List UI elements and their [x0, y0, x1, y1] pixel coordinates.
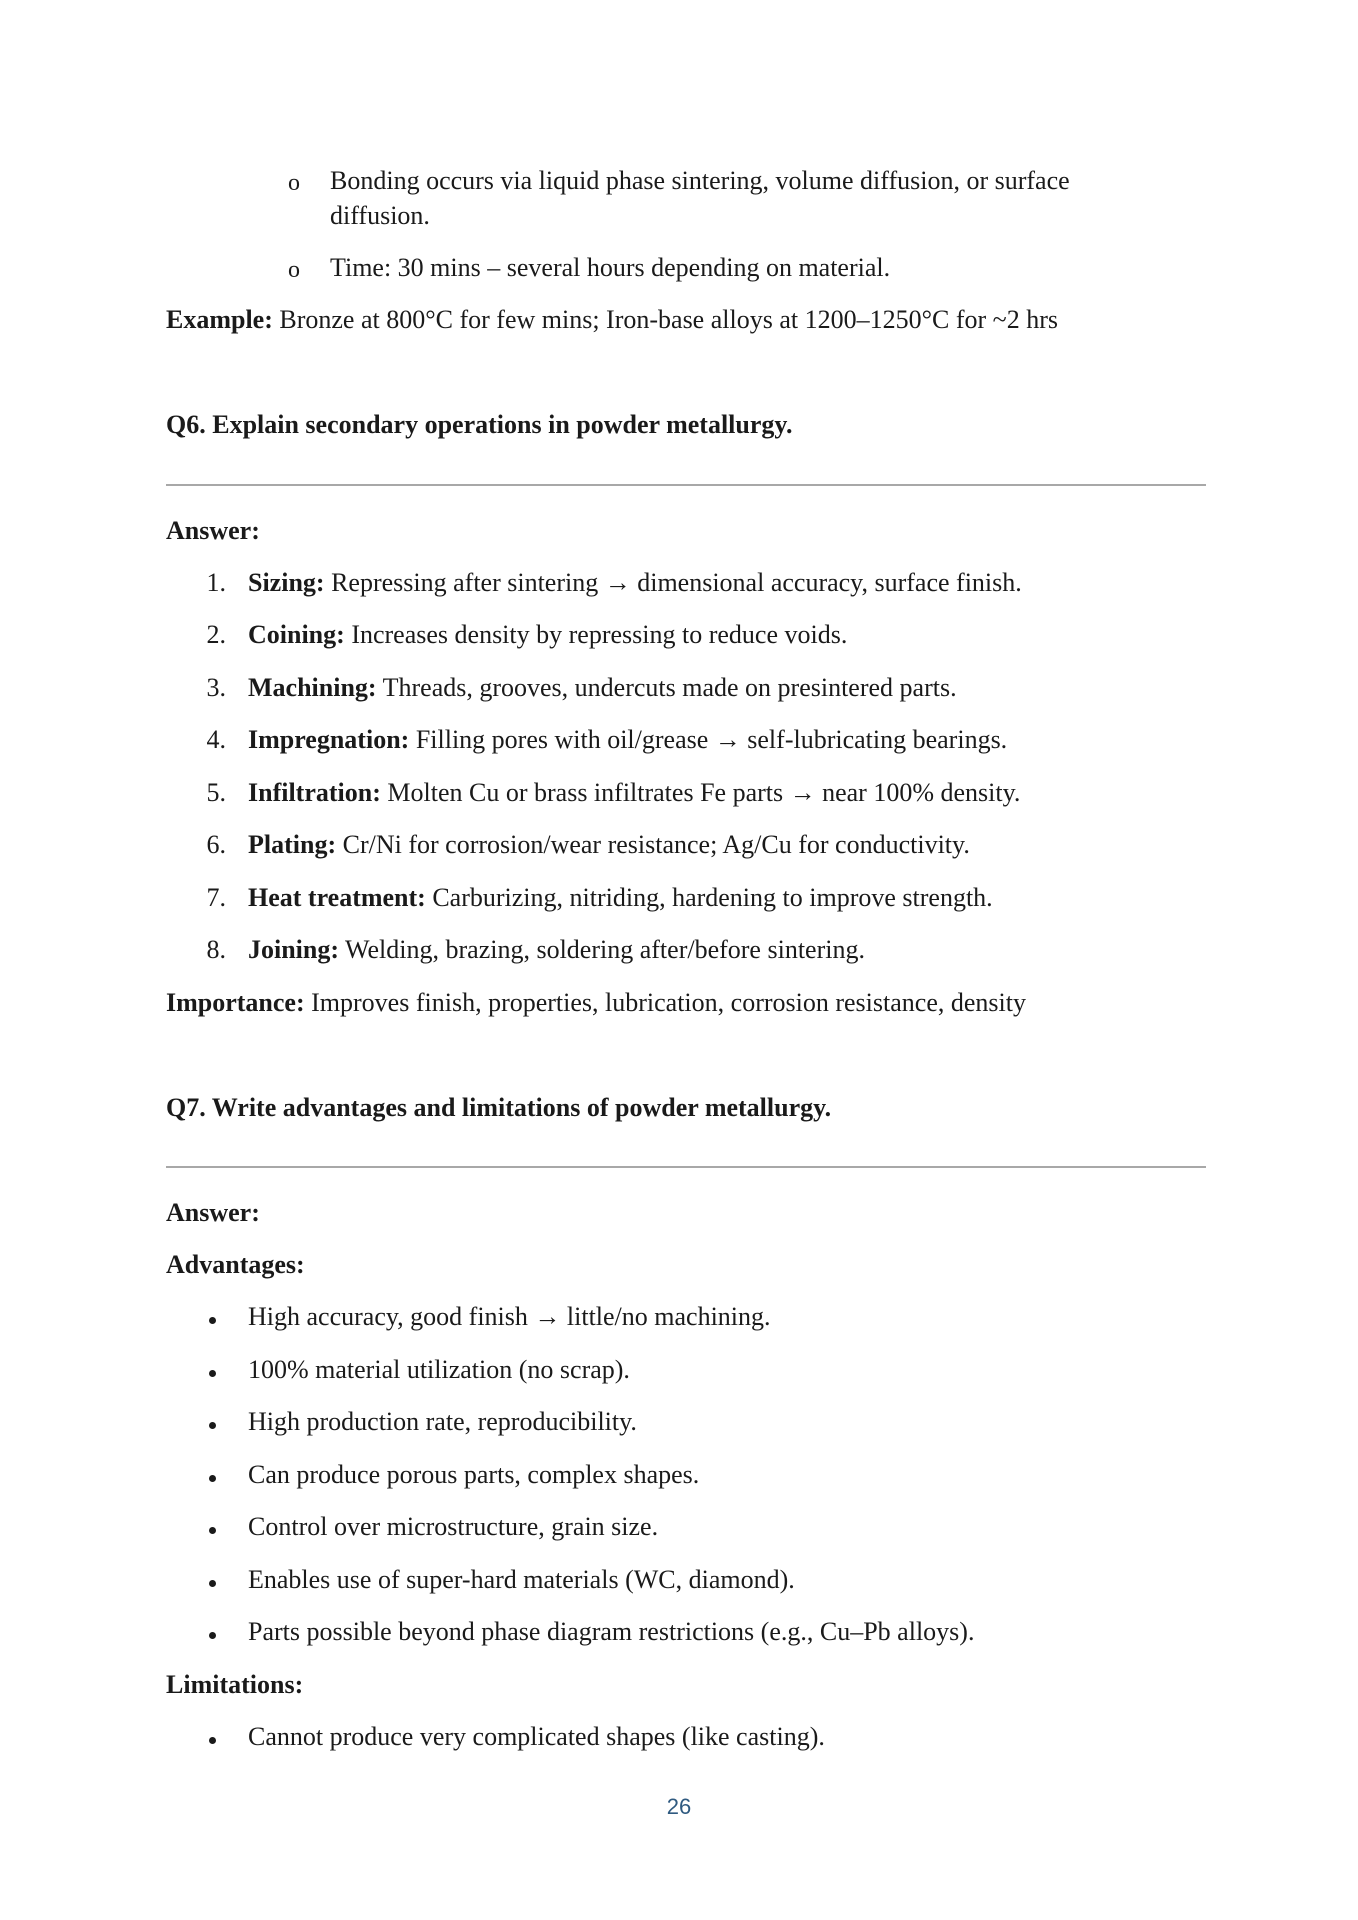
advantage-text: 100% material utilization (no scrap). [248, 1355, 630, 1384]
sublist-item-continuation: diffusion. [330, 201, 430, 230]
advantage-text: High accuracy, good finish → little/no machining. [248, 1302, 771, 1331]
importance-line [166, 986, 1026, 1020]
item-label: Impregnation: [248, 725, 410, 754]
list-number: 4. [206, 725, 226, 754]
item-text: Filling pores with oil/grease → self-lubricating bearings. [409, 725, 1008, 754]
item-text: Repressing after sintering → dimensional accuracy, surface finish. [324, 568, 1022, 597]
item-label: Plating: [248, 830, 337, 859]
advantage-text: Enables use of super-hard materials (WC, diamond). [248, 1565, 795, 1594]
list-number: 1. [206, 568, 226, 597]
list-number: 6. [206, 830, 226, 859]
bullet-icon [209, 1580, 216, 1587]
advantage-text: Control over microstructure, grain size. [248, 1512, 659, 1541]
q7-answer-label: Answer: [166, 1198, 260, 1227]
page-number: 26 [666, 1794, 692, 1819]
example-line [166, 303, 1058, 337]
item-text: Threads, grooves, undercuts made on presintered parts. [376, 673, 957, 702]
bullet-icon [209, 1370, 216, 1377]
item-label: Heat treatment: [248, 883, 426, 912]
q7-title: Q7. Write advantages and limitations of powder metallurgy. [166, 1093, 832, 1122]
advantages-label: Advantages: [166, 1250, 305, 1279]
importance-text: Improves finish, properties, lubrication, corrosion resistance, density [304, 988, 1026, 1017]
bullet-icon [209, 1475, 216, 1482]
bullet-icon [209, 1317, 216, 1324]
advantage-text: High production rate, reproducibility. [248, 1407, 637, 1436]
advantage-text: Parts possible beyond phase diagram restrictions (e.g., Cu–Pb alloys). [248, 1617, 975, 1646]
sublist-item: Time: 30 mins – several hours depending on material. [330, 253, 891, 282]
item-label: Machining: [248, 673, 377, 702]
item-text: Cr/Ni for corrosion/wear resistance; Ag/Cu for conductivity. [336, 830, 970, 859]
item-label: Infiltration: [248, 778, 381, 807]
list-number: 7. [206, 883, 226, 912]
limitation-text: Cannot produce very complicated shapes (like casting). [248, 1722, 825, 1751]
item-text: Increases density by repressing to reduce voids. [344, 620, 848, 649]
bullet-icon [209, 1527, 216, 1534]
importance-label: Importance: [166, 988, 305, 1017]
item-text: Welding, brazing, soldering after/before sintering. [339, 935, 865, 964]
q7-divider [166, 1166, 1206, 1168]
item-label: Coining: [248, 620, 345, 649]
list-number: 2. [206, 620, 226, 649]
q6-title: Q6. Explain secondary operations in powder metallurgy. [166, 410, 793, 439]
q6-divider [166, 484, 1206, 486]
item-label: Joining: [248, 935, 340, 964]
item-label: Sizing: [248, 568, 325, 597]
list-number: 3. [206, 673, 226, 702]
item-text: Carburizing, nitriding, hardening to improve strength. [425, 883, 993, 912]
list-number: 8. [206, 935, 226, 964]
list-number: 5. [206, 778, 226, 807]
sublist-marker: o [288, 170, 300, 196]
limitations-label: Limitations: [166, 1670, 304, 1699]
bullet-icon [209, 1422, 216, 1429]
example-text: Bronze at 800°C for few mins; Iron-base alloys at 1200–1250°C for ~2 hrs [272, 305, 1058, 334]
q6-answer-label: Answer: [166, 516, 260, 545]
bullet-icon [209, 1737, 216, 1744]
sublist-item: Bonding occurs via liquid phase sintering, volume diffusion, or surface [330, 166, 1070, 195]
bullet-icon [209, 1632, 216, 1639]
item-text: Molten Cu or brass infiltrates Fe parts → near 100% density. [380, 778, 1021, 807]
example-label: Example: [166, 305, 273, 334]
sublist-marker: o [288, 257, 300, 283]
advantage-text: Can produce porous parts, complex shapes. [248, 1460, 700, 1489]
